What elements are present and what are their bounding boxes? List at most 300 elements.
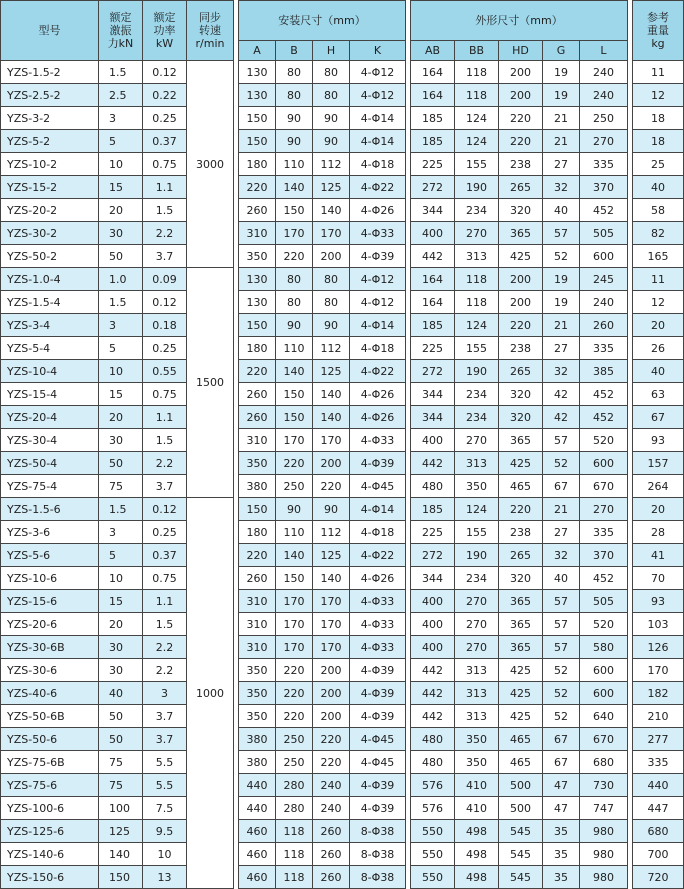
outer-ab-cell: 480	[411, 751, 455, 774]
outer-ab-cell: 576	[411, 774, 455, 797]
outer-g-cell: 21	[543, 130, 580, 153]
outer-bb-cell: 155	[455, 153, 499, 176]
table-row	[1, 337, 684, 360]
model-cell: YZS-10-6	[1, 567, 99, 590]
outer-bb-cell: 270	[455, 636, 499, 659]
weight-cell: 93	[633, 590, 684, 613]
mount-h-cell: 90	[313, 498, 350, 521]
power-cell: 0.18	[143, 314, 187, 337]
table-row	[1, 176, 684, 199]
model-cell: YZS-15-2	[1, 176, 99, 199]
model-cell: YZS-15-6	[1, 590, 99, 613]
model-cell: YZS-20-6	[1, 613, 99, 636]
outer-g-cell: 67	[543, 728, 580, 751]
weight-cell: 20	[633, 498, 684, 521]
table-header	[1, 1, 684, 61]
outer-l-cell: 335	[580, 337, 628, 360]
weight-cell: 440	[633, 774, 684, 797]
mount-a-cell: 380	[239, 751, 276, 774]
outer-bb-cell: 498	[455, 843, 499, 866]
mount-h-cell: 140	[313, 406, 350, 429]
weight-cell: 170	[633, 659, 684, 682]
mount-b-cell: 170	[276, 429, 313, 452]
exciting-force-cell: 50	[99, 728, 143, 751]
weight-cell: 20	[633, 314, 684, 337]
outer-hd-cell: 238	[499, 521, 543, 544]
mount-k-cell: 4-Φ14	[350, 314, 406, 337]
outer-bb-cell: 124	[455, 314, 499, 337]
mount-h-cell: 80	[313, 84, 350, 107]
weight-cell: 700	[633, 843, 684, 866]
outer-ab-cell: 480	[411, 475, 455, 498]
power-header-line1: 额定	[153, 11, 176, 24]
outer-hd-cell: 220	[499, 130, 543, 153]
outer-bb-cell: 234	[455, 383, 499, 406]
mount-b-cell: 110	[276, 337, 313, 360]
outer-g-cell: 52	[543, 452, 580, 475]
outer-l-cell: 240	[580, 61, 628, 84]
mount-b-cell: 90	[276, 314, 313, 337]
model-cell: YZS-1.5-6	[1, 498, 99, 521]
table-row	[1, 659, 684, 682]
power-cell: 3.7	[143, 245, 187, 268]
mount-h-cell: 140	[313, 567, 350, 590]
model-cell: YZS-3-6	[1, 521, 99, 544]
weight-cell: 12	[633, 291, 684, 314]
table-row	[1, 820, 684, 843]
outer-l-cell: 505	[580, 222, 628, 245]
power-cell: 2.2	[143, 222, 187, 245]
outer-ab-cell: 344	[411, 406, 455, 429]
outer-ab-cell: 164	[411, 84, 455, 107]
mount-a-cell: 130	[239, 84, 276, 107]
mount-k-cell: 4-Φ39	[350, 659, 406, 682]
weight-cell: 210	[633, 705, 684, 728]
power-cell: 1.5	[143, 613, 187, 636]
power-header-line3: kW	[155, 37, 174, 50]
mount-a-cell: 260	[239, 406, 276, 429]
col-hd-header: HD	[499, 41, 543, 61]
table-row	[1, 728, 684, 751]
model-cell: YZS-20-4	[1, 406, 99, 429]
outer-bb-cell: 155	[455, 521, 499, 544]
exciting-force-cell: 1.5	[99, 61, 143, 84]
weight-cell: 447	[633, 797, 684, 820]
model-cell: YZS-50-6B	[1, 705, 99, 728]
weight-cell: 67	[633, 406, 684, 429]
outer-bb-cell: 118	[455, 84, 499, 107]
mount-b-cell: 170	[276, 613, 313, 636]
outer-l-cell: 520	[580, 429, 628, 452]
outer-g-cell: 52	[543, 682, 580, 705]
mount-k-cell: 4-Φ18	[350, 521, 406, 544]
power-cell: 1.1	[143, 590, 187, 613]
outer-hd-cell: 265	[499, 176, 543, 199]
power-cell: 0.25	[143, 521, 187, 544]
outer-hd-cell: 500	[499, 774, 543, 797]
outer-g-cell: 19	[543, 291, 580, 314]
model-cell: YZS-75-6B	[1, 751, 99, 774]
weight-header-line2: 重量	[647, 24, 669, 37]
weight-cell: 335	[633, 751, 684, 774]
outer-g-cell: 32	[543, 176, 580, 199]
table-row	[1, 613, 684, 636]
outer-bb-cell: 190	[455, 544, 499, 567]
mount-b-cell: 90	[276, 107, 313, 130]
outer-g-cell: 27	[543, 337, 580, 360]
mount-h-cell: 90	[313, 130, 350, 153]
outer-ab-cell: 225	[411, 337, 455, 360]
power-cell: 5.5	[143, 774, 187, 797]
mount-a-cell: 310	[239, 222, 276, 245]
mount-b-cell: 90	[276, 130, 313, 153]
outer-hd-cell: 425	[499, 659, 543, 682]
weight-header	[633, 1, 684, 61]
mount-b-cell: 220	[276, 452, 313, 475]
outer-l-cell: 270	[580, 130, 628, 153]
mount-a-cell: 260	[239, 567, 276, 590]
weight-cell: 182	[633, 682, 684, 705]
mount-b-cell: 150	[276, 406, 313, 429]
outer-bb-cell: 350	[455, 751, 499, 774]
mount-b-cell: 220	[276, 705, 313, 728]
col-g-header: G	[543, 41, 580, 61]
table-row	[1, 360, 684, 383]
mount-h-cell: 112	[313, 153, 350, 176]
weight-cell: 18	[633, 130, 684, 153]
weight-cell: 58	[633, 199, 684, 222]
speed-cell: 1500	[187, 268, 234, 498]
power-cell: 0.37	[143, 544, 187, 567]
power-cell: 0.12	[143, 61, 187, 84]
mount-k-cell: 4-Φ22	[350, 360, 406, 383]
weight-cell: 25	[633, 153, 684, 176]
table-row	[1, 475, 684, 498]
weight-cell: 82	[633, 222, 684, 245]
outer-g-cell: 19	[543, 61, 580, 84]
outer-bb-cell: 124	[455, 498, 499, 521]
mount-k-cell: 4-Φ45	[350, 751, 406, 774]
power-cell: 0.09	[143, 268, 187, 291]
install-dims-header: 安装尺寸（mm）	[239, 1, 406, 41]
outer-l-cell: 600	[580, 682, 628, 705]
outer-ab-cell: 442	[411, 245, 455, 268]
weight-cell: 40	[633, 360, 684, 383]
outer-g-cell: 40	[543, 199, 580, 222]
exciting-force-header-line1: 额定	[109, 11, 132, 24]
table-row	[1, 544, 684, 567]
outer-ab-cell: 550	[411, 820, 455, 843]
mount-a-cell: 310	[239, 636, 276, 659]
outer-l-cell: 240	[580, 291, 628, 314]
mount-k-cell: 4-Φ12	[350, 84, 406, 107]
outer-l-cell: 370	[580, 176, 628, 199]
exciting-force-cell: 50	[99, 245, 143, 268]
mount-a-cell: 150	[239, 130, 276, 153]
model-cell: YZS-1.0-4	[1, 268, 99, 291]
mount-b-cell: 250	[276, 728, 313, 751]
power-cell: 13	[143, 866, 187, 889]
exciting-force-cell: 5	[99, 130, 143, 153]
outer-l-cell: 980	[580, 820, 628, 843]
weight-cell: 165	[633, 245, 684, 268]
exciting-force-cell: 3	[99, 521, 143, 544]
outer-ab-cell: 400	[411, 590, 455, 613]
mount-b-cell: 280	[276, 774, 313, 797]
table-row	[1, 843, 684, 866]
outer-l-cell: 670	[580, 728, 628, 751]
model-cell: YZS-50-6	[1, 728, 99, 751]
power-cell: 7.5	[143, 797, 187, 820]
exciting-force-cell: 5	[99, 337, 143, 360]
outer-hd-cell: 365	[499, 636, 543, 659]
exciting-force-cell: 40	[99, 682, 143, 705]
outer-bb-cell: 234	[455, 406, 499, 429]
outer-g-cell: 57	[543, 429, 580, 452]
exciting-force-cell: 3	[99, 107, 143, 130]
outer-dims-header: 外形尺寸（mm）	[411, 1, 628, 41]
col-l-header: L	[580, 41, 628, 61]
model-cell: YZS-10-4	[1, 360, 99, 383]
outer-hd-cell: 425	[499, 245, 543, 268]
mount-a-cell: 380	[239, 728, 276, 751]
col-ab-header: AB	[411, 41, 455, 61]
outer-bb-cell: 313	[455, 682, 499, 705]
mount-b-cell: 140	[276, 176, 313, 199]
mount-k-cell: 4-Φ45	[350, 728, 406, 751]
mount-h-cell: 80	[313, 61, 350, 84]
power-cell: 0.12	[143, 498, 187, 521]
outer-bb-cell: 313	[455, 659, 499, 682]
outer-bb-cell: 118	[455, 61, 499, 84]
mount-b-cell: 150	[276, 383, 313, 406]
col-bb-header: BB	[455, 41, 499, 61]
model-cell: YZS-75-6	[1, 774, 99, 797]
mount-k-cell: 4-Φ39	[350, 774, 406, 797]
outer-l-cell: 980	[580, 843, 628, 866]
mount-a-cell: 350	[239, 659, 276, 682]
mount-k-cell: 4-Φ26	[350, 199, 406, 222]
outer-l-cell: 980	[580, 866, 628, 889]
power-cell: 0.25	[143, 107, 187, 130]
outer-bb-cell: 350	[455, 728, 499, 751]
mount-b-cell: 220	[276, 682, 313, 705]
exciting-force-cell: 20	[99, 199, 143, 222]
outer-bb-cell: 118	[455, 268, 499, 291]
outer-g-cell: 35	[543, 866, 580, 889]
speed-cell: 1000	[187, 498, 234, 889]
mount-a-cell: 150	[239, 498, 276, 521]
power-header	[143, 1, 187, 61]
outer-l-cell: 600	[580, 245, 628, 268]
outer-hd-cell: 425	[499, 682, 543, 705]
outer-hd-cell: 425	[499, 705, 543, 728]
power-cell: 0.37	[143, 130, 187, 153]
exciting-force-header-line3: 力kN	[107, 37, 134, 50]
outer-bb-cell: 410	[455, 774, 499, 797]
mount-h-cell: 90	[313, 314, 350, 337]
outer-bb-cell: 313	[455, 245, 499, 268]
outer-hd-cell: 500	[499, 797, 543, 820]
mount-a-cell: 130	[239, 268, 276, 291]
mount-h-cell: 260	[313, 820, 350, 843]
outer-hd-cell: 220	[499, 107, 543, 130]
model-cell: YZS-125-6	[1, 820, 99, 843]
outer-hd-cell: 365	[499, 613, 543, 636]
outer-ab-cell: 550	[411, 866, 455, 889]
exciting-force-cell: 1.5	[99, 498, 143, 521]
mount-b-cell: 80	[276, 291, 313, 314]
table-row	[1, 84, 684, 107]
table-row	[1, 567, 684, 590]
mount-k-cell: 4-Φ18	[350, 337, 406, 360]
exciting-force-cell: 125	[99, 820, 143, 843]
table-row	[1, 866, 684, 889]
mount-h-cell: 125	[313, 360, 350, 383]
outer-hd-cell: 545	[499, 843, 543, 866]
outer-g-cell: 32	[543, 360, 580, 383]
mount-a-cell: 180	[239, 521, 276, 544]
model-cell: YZS-150-6	[1, 866, 99, 889]
weight-cell: 12	[633, 84, 684, 107]
power-cell: 1.1	[143, 176, 187, 199]
model-cell: YZS-75-4	[1, 475, 99, 498]
exciting-force-cell: 75	[99, 751, 143, 774]
mount-k-cell: 8-Φ38	[350, 866, 406, 889]
mount-h-cell: 240	[313, 774, 350, 797]
model-cell: YZS-100-6	[1, 797, 99, 820]
mount-k-cell: 4-Φ45	[350, 475, 406, 498]
mount-a-cell: 180	[239, 337, 276, 360]
outer-g-cell: 57	[543, 636, 580, 659]
outer-bb-cell: 270	[455, 222, 499, 245]
mount-a-cell: 460	[239, 843, 276, 866]
power-cell: 1.1	[143, 406, 187, 429]
weight-cell: 40	[633, 176, 684, 199]
outer-l-cell: 250	[580, 107, 628, 130]
outer-g-cell: 32	[543, 544, 580, 567]
weight-cell: 28	[633, 521, 684, 544]
outer-l-cell: 730	[580, 774, 628, 797]
table-row	[1, 452, 684, 475]
outer-hd-cell: 265	[499, 544, 543, 567]
exciting-force-cell: 30	[99, 429, 143, 452]
mount-k-cell: 4-Φ22	[350, 176, 406, 199]
mount-k-cell: 4-Φ39	[350, 705, 406, 728]
table-row	[1, 521, 684, 544]
mount-h-cell: 90	[313, 107, 350, 130]
power-cell: 9.5	[143, 820, 187, 843]
table-row	[1, 498, 684, 521]
outer-ab-cell: 225	[411, 153, 455, 176]
outer-bb-cell: 190	[455, 176, 499, 199]
outer-ab-cell: 442	[411, 682, 455, 705]
model-cell: YZS-5-2	[1, 130, 99, 153]
mount-b-cell: 150	[276, 199, 313, 222]
outer-hd-cell: 545	[499, 820, 543, 843]
table-row	[1, 107, 684, 130]
outer-hd-cell: 365	[499, 590, 543, 613]
outer-ab-cell: 400	[411, 613, 455, 636]
power-cell: 0.55	[143, 360, 187, 383]
outer-hd-cell: 320	[499, 406, 543, 429]
table-row	[1, 429, 684, 452]
mount-k-cell: 4-Φ33	[350, 222, 406, 245]
mount-a-cell: 440	[239, 797, 276, 820]
model-cell: YZS-40-6	[1, 682, 99, 705]
mount-a-cell: 460	[239, 866, 276, 889]
exciting-force-cell: 140	[99, 843, 143, 866]
mount-h-cell: 112	[313, 521, 350, 544]
outer-g-cell: 57	[543, 613, 580, 636]
power-cell: 0.75	[143, 567, 187, 590]
mount-h-cell: 260	[313, 843, 350, 866]
outer-g-cell: 21	[543, 498, 580, 521]
outer-ab-cell: 272	[411, 544, 455, 567]
exciting-force-cell: 30	[99, 222, 143, 245]
exciting-force-header-line2: 激振	[109, 24, 132, 37]
mount-a-cell: 130	[239, 61, 276, 84]
outer-l-cell: 270	[580, 498, 628, 521]
model-cell: YZS-2.5-2	[1, 84, 99, 107]
mount-k-cell: 4-Φ14	[350, 130, 406, 153]
mount-k-cell: 4-Φ39	[350, 797, 406, 820]
model-cell: YZS-3-4	[1, 314, 99, 337]
mount-a-cell: 220	[239, 360, 276, 383]
outer-bb-cell: 498	[455, 866, 499, 889]
mount-a-cell: 350	[239, 682, 276, 705]
mount-h-cell: 125	[313, 176, 350, 199]
outer-l-cell: 680	[580, 751, 628, 774]
outer-g-cell: 27	[543, 521, 580, 544]
outer-g-cell: 57	[543, 222, 580, 245]
mount-k-cell: 4-Φ33	[350, 590, 406, 613]
mount-b-cell: 110	[276, 153, 313, 176]
outer-l-cell: 452	[580, 567, 628, 590]
exciting-force-cell: 10	[99, 360, 143, 383]
outer-ab-cell: 185	[411, 314, 455, 337]
outer-g-cell: 57	[543, 590, 580, 613]
power-cell: 0.75	[143, 383, 187, 406]
mount-a-cell: 350	[239, 452, 276, 475]
power-cell: 3.7	[143, 728, 187, 751]
exciting-force-cell: 100	[99, 797, 143, 820]
table-row	[1, 268, 684, 291]
mount-a-cell: 350	[239, 705, 276, 728]
model-cell: YZS-15-4	[1, 383, 99, 406]
outer-ab-cell: 480	[411, 728, 455, 751]
outer-ab-cell: 442	[411, 659, 455, 682]
mount-b-cell: 90	[276, 498, 313, 521]
model-cell: YZS-1.5-4	[1, 291, 99, 314]
speed-header-line2: 转速	[199, 24, 221, 37]
model-cell: YZS-50-2	[1, 245, 99, 268]
table-body	[1, 61, 684, 889]
outer-g-cell: 52	[543, 705, 580, 728]
outer-ab-cell: 185	[411, 107, 455, 130]
mount-a-cell: 180	[239, 153, 276, 176]
weight-cell: 11	[633, 268, 684, 291]
outer-hd-cell: 220	[499, 498, 543, 521]
outer-hd-cell: 200	[499, 84, 543, 107]
col-b-header: B	[276, 41, 313, 61]
mount-k-cell: 4-Φ33	[350, 429, 406, 452]
weight-cell: 11	[633, 61, 684, 84]
power-cell: 0.22	[143, 84, 187, 107]
outer-hd-cell: 425	[499, 452, 543, 475]
table-row	[1, 130, 684, 153]
exciting-force-cell: 2.5	[99, 84, 143, 107]
